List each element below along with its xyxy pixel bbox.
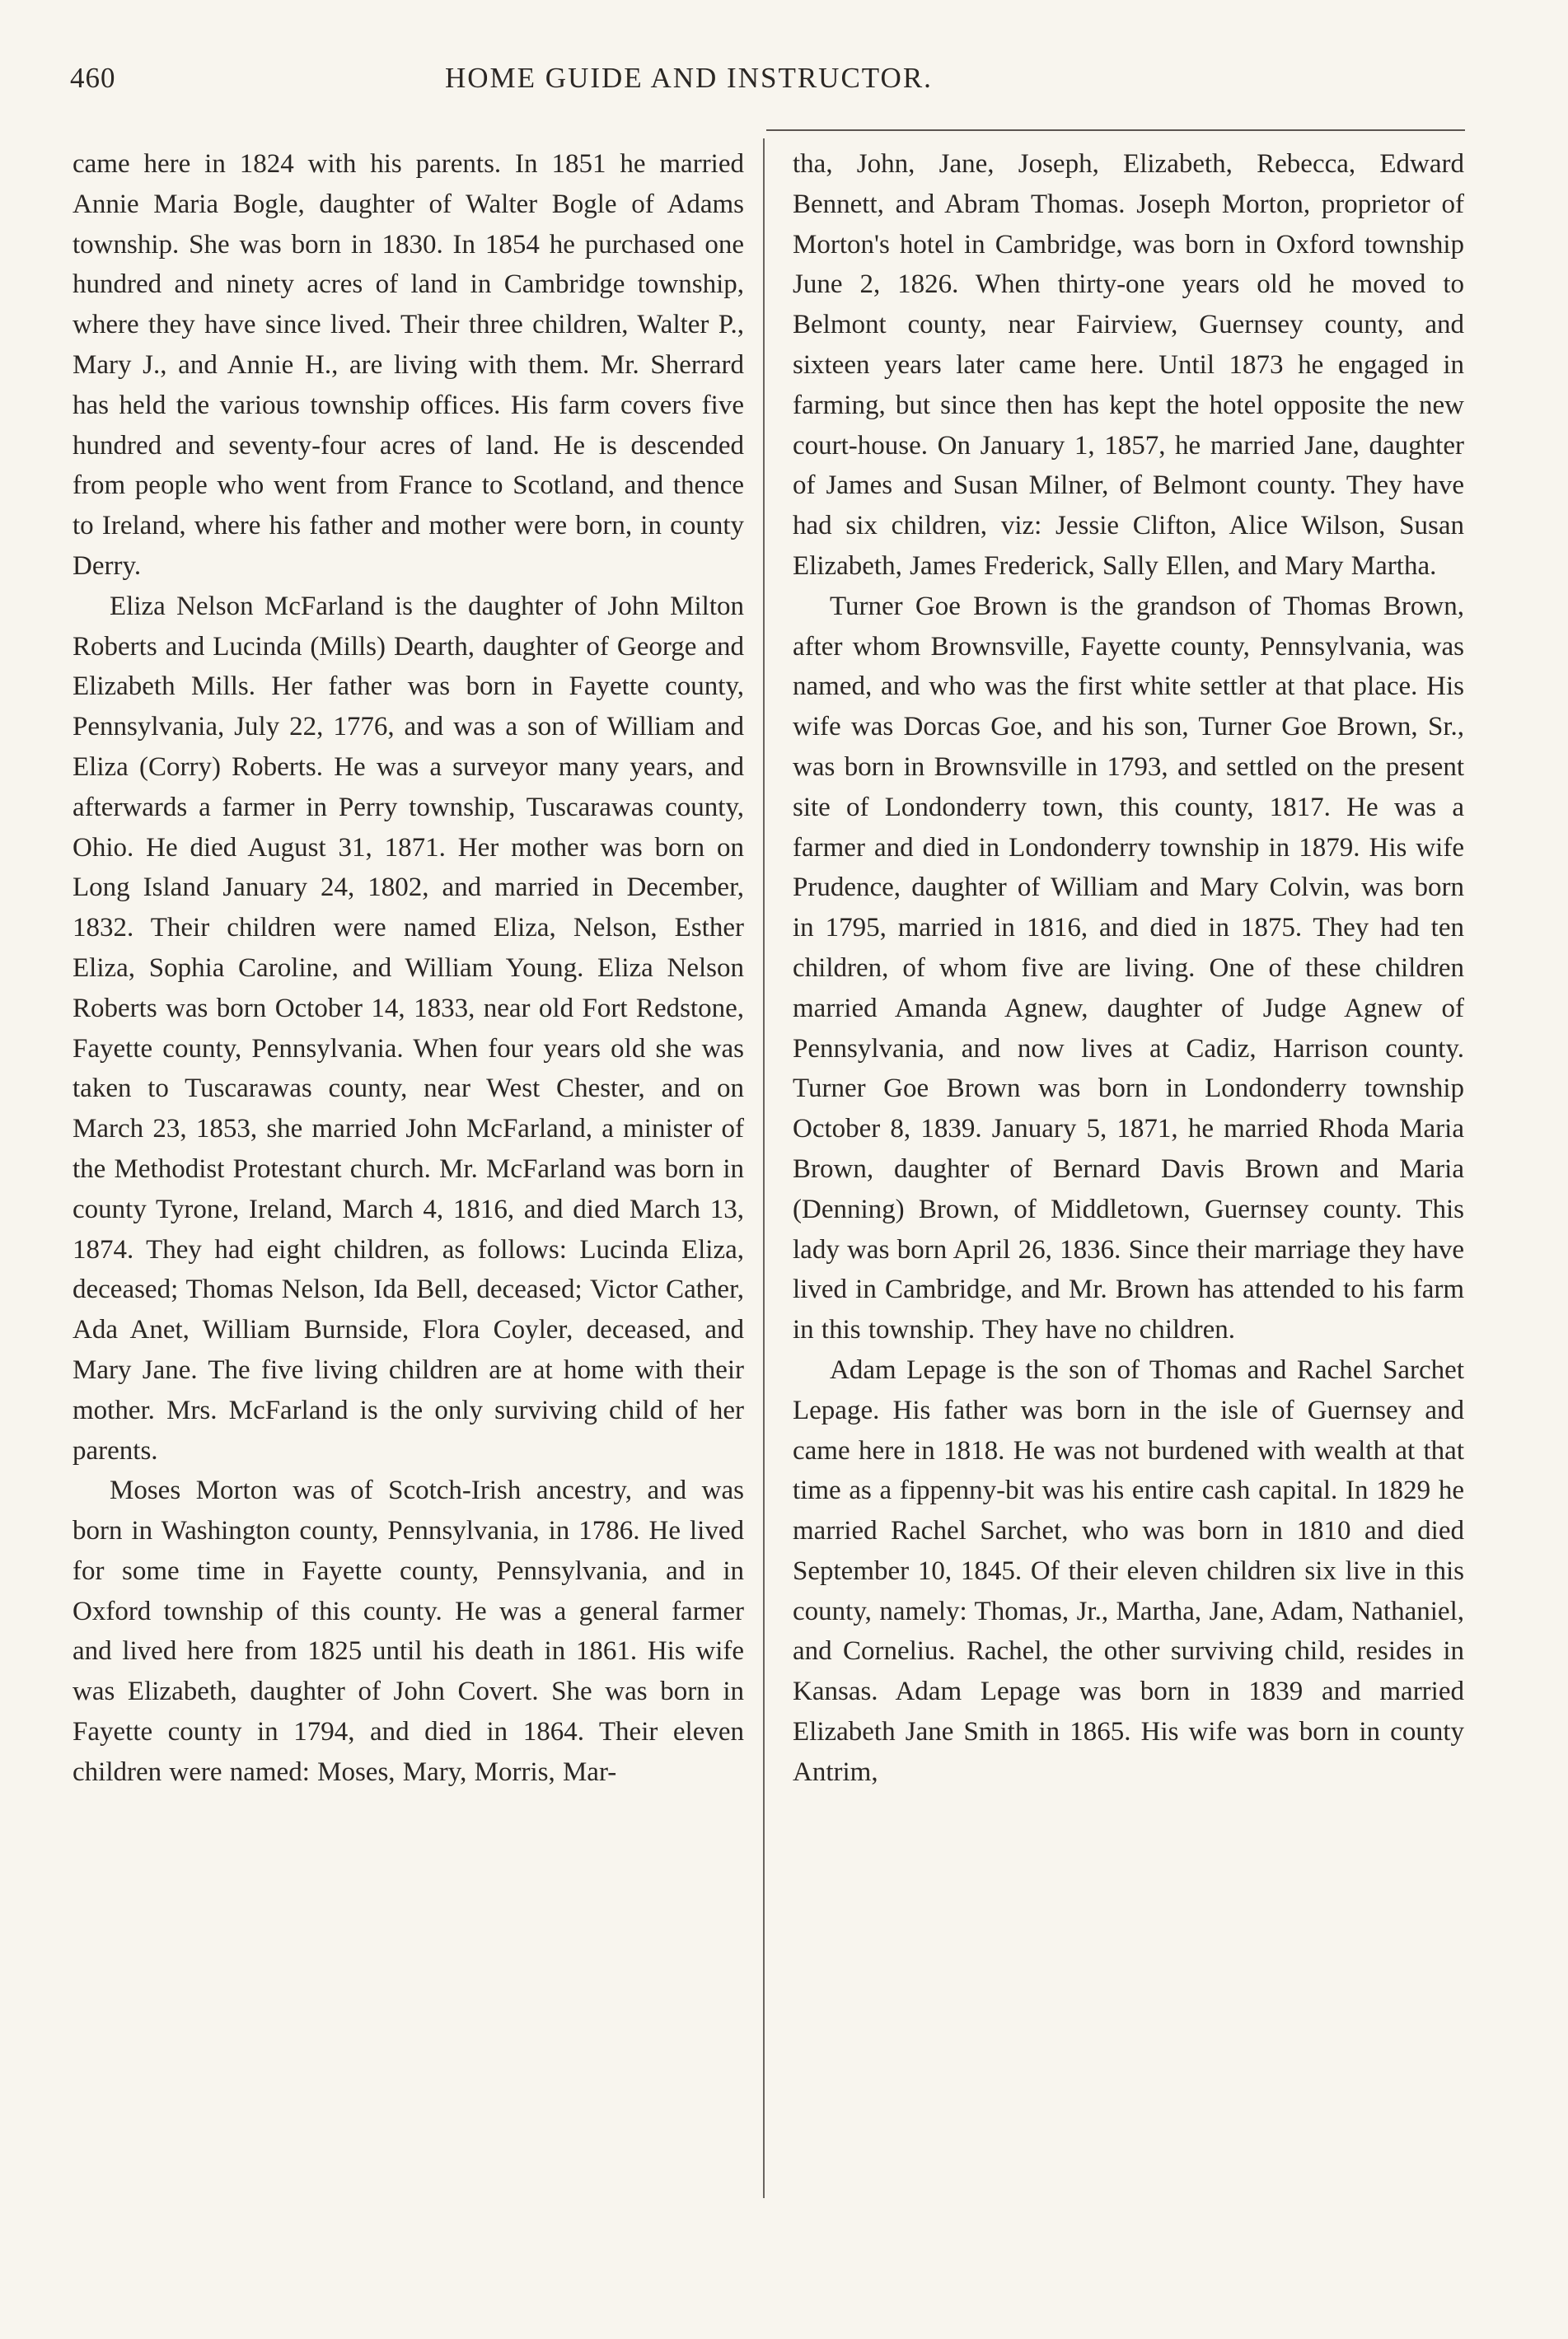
paragraph-sherrard-continued: came here in 1824 with his parents. In 1851 he married Annie Maria Bogle, daughter of Walter Bogle of Adams township. She was born in 1830. In 1854 he purchased one hundred and ninety acres of land in Cambridge township, where they have since lived. Their three children, Walter P., Mary J., and Annie H., are living with them. Mr. Sherrard has held the various township offices. His farm covers five hundred and seventy-four acres of land. He is descended from people who went from France to Scotland, and thence to Ireland, where his father and mother were born, in county Derry. bbox=[73, 149, 744, 581]
paragraph-adam-lepage: Adam Lepage is the son of Thomas and Rachel Sarchet Lepage. His father was born in the isle of Guernsey and came here in 1818. He was not burdened with wealth at that time as a fippenny-bit was his entire cash capital. In 1829 he married Rachel Sarchet, who was born in 1810 and died September 10, 1845. Of their eleven children six live in this county, namely: Thomas, Jr., Martha, Jane, Adam, Nathaniel, and Cornelius. Rachel, the other surviving child, resides in Kansas. Adam Lepage was born in 1839 and married Elizabeth Jane Smith in 1865. His wife was born in county Antrim, bbox=[793, 1354, 1464, 1787]
paragraph-moses-morton: Moses Morton was of Scotch-Irish ancestry, and was born in Washington county, Pennsylvania, in 1786. He lived for some time in Fayette county, Pennsylvania, and in Oxford township of this county. He was a general farmer and lived here from 1825 until his death in 1861. His wife was Elizabeth, daughter of John Covert. She was born in Fayette county in 1794, and died in 1864. Their eleven children were named: Moses, Mary, Morris, Mar- bbox=[73, 1476, 744, 1787]
right-column bbox=[793, 144, 1464, 1793]
left-column bbox=[73, 144, 744, 1793]
running-title: HOME GUIDE AND INSTRUCTOR. bbox=[445, 62, 933, 94]
paragraph-morton-continued: tha, John, Jane, Joseph, Elizabeth, Rebecca, Edward Bennett, and Abram Thomas. Joseph Morton, proprietor of Morton's hotel in Cambridge, was born in Oxford township June 2, 1826. When thirty-one years old he moved to Belmont county, near Fairview, Guernsey county, and sixteen years later came here. Until 1873 he engaged in farming, but since then has kept the hotel opposite the new court-house. On January 1, 1857, he married Jane, daughter of James and Susan Milner, of Belmont county. They have had six children, viz: Jessie Clifton, Alice Wilson, Susan Elizabeth, James Frederick, Sally Ellen, and Mary Martha. bbox=[793, 149, 1464, 581]
column-divider bbox=[763, 138, 765, 2198]
paragraph-turner-goe-brown: Turner Goe Brown is the grandson of Thomas Brown, after whom Brownsville, Fayette county, Pennsylvania, was named, and who was the first white settler at that place. His wife was Dorcas Goe, and his son, Turner Goe Brown, Sr., was born in Brownsville in 1793, and settled on the present site of Londonderry town, this county, 1817. He was a farmer and died in Londonderry township in 1879. His wife Prudence, daughter of William and Mary Colvin, was born in 1795, married in 1816, and died in 1875. They had ten children, of whom five are living. One of these children married Amanda Agnew, daughter of Judge Agnew of Pennsylvania, and now lives at Cadiz, Harrison county. Turner Goe Brown was born in Londonderry township October 8, 1839. January 5, 1871, he married Rhoda Maria Brown, daughter of Bernard Davis Brown and Maria (Denning) Brown, of Middletown, Guernsey county. This lady was born April 26, 1836. Since their marriage they have lived in Cambridge, and Mr. Brown has attended to his farm in this township. They have no children. bbox=[793, 591, 1464, 1345]
page-number: 460 bbox=[70, 62, 116, 94]
header-rule bbox=[766, 129, 1465, 131]
paragraph-eliza-mcfarland: Eliza Nelson McFarland is the daughter of John Milton Roberts and Lucinda (Mills) Dearth, daughter of George and Elizabeth Mills. Her father was born in Fayette county, Pennsylvania, July 22, 1776, and was a son of William and Eliza (Corry) Roberts. He was a surveyor many years, and afterwards a farmer in Perry township, Tuscarawas county, Ohio. He died August 31, 1871. Her mother was born on Long Island January 24, 1802, and married in December, 1832. Their children were named Eliza, Nelson, Esther Eliza, Sophia Caroline, and William Young. Eliza Nelson Roberts was born October 14, 1833, near old Fort Redstone, Fayette county, Pennsylvania. When four years old she was taken to Tuscarawas county, near West Chester, and on March 23, 1853, she married John McFarland, a minister of the Methodist Protestant church. Mr. McFarland was born in county Tyrone, Ireland, March 4, 1816, and died March 13, 1874. They had eight children, as follows: Lucinda Eliza, deceased; Thomas Nelson, Ida Bell, deceased; Victor Cather, Ada Anet, William Burnside, Flora Coyler, deceased, and Mary Jane. The five living children are at home with their mother. Mrs. McFarland is the only surviving child of her parents. bbox=[73, 591, 744, 1466]
running-head bbox=[70, 62, 1471, 111]
